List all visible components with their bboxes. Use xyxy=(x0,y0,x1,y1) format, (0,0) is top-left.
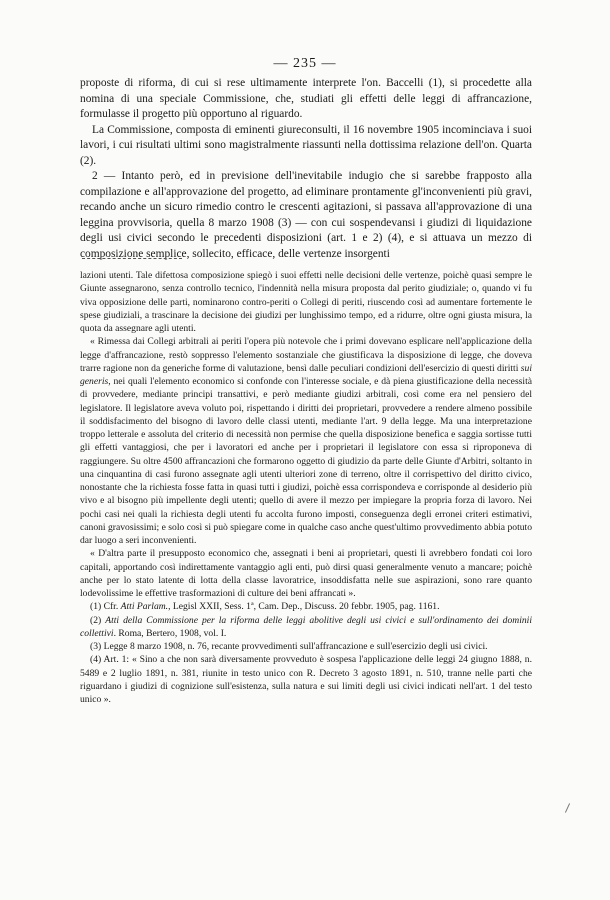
note-quote-2 xyxy=(80,335,532,547)
paragraph-3: 2 — Intanto però, ed in previsione dell'inevitabile indugio che si sarebbe frapposto alla compilazione e all'approvazione del progetto, ad eliminare prontamente gl'inconvenienti più gravi, recando anche un sicuro rimedio contro le crescenti agitazioni, si passava all'approvazione di una leggina provvisoria, quella 8 marzo 1908 (3) — con cui sospendevansi i giudizi di liquidazione degli usi civici secondo le precedenti disposizioni (art. 1 e 2) (4), e si attuava un mezzo di composizione semplice, sollecito, efficace, delle vertenze insorgenti xyxy=(80,170,532,260)
footnote-divider xyxy=(82,258,182,259)
scan-mark xyxy=(565,803,570,812)
footnote-1-italic: Atti Parlam. xyxy=(120,601,169,613)
paragraph-1: proposte di riforma, di cui si rese ultimamente interprete l'on. Baccelli (1), si procedette alla nomina di una speciale Commissione, che, studiati gli effetti delle leggi di affrancazione, formulasse il progetto più opportuno al riguardo. xyxy=(80,77,532,120)
note-quote-2-part-a: « Rimessa dai Collegi arbitrali ai periti l'opera più notevole che i primi dovevano esplicare nell'applicazione della legge d'affrancazione, restò soppresso l'elemento sostanziale che giustificava la disposizione di legge, che doveva trarre ragione non da generiche forme di valutazione, bensì dalle peculiari condizioni dell'esercizio di questi diritti xyxy=(80,336,532,374)
note-quote-2-part-b: , nei quali l'elemento economico si confonde con l'interesse sociale, e dà piena giustificazione della necessità di provvedere, mediante principi transattivi, e però mediante giudizi arbitrali, così come era nel pensiero del legislatore. Il legislatore aveva voluto poi, rispettando i diritti dei proprietari, provvedere a rendere almeno possibile il soddisfacimento del bisogno di lavoro delle classi utenti, mediante l'art. 9 della legge. Ma una interpretazione troppo letterale e assoluta del criterio di necessità non permise che quella disposizione benefica e saggia sortisse tutti gli effetti vantaggiosi, che per i lavoratori ed anche per i proprietari il legislatore con essa si riproponeva di raggiungere. Su oltre 4500 affrancazioni che formarono oggetto di giudizio da parte delle Giunte d'Arbitri, soltanto in una cinquantina di casi furono assegnate agli utenti ulteriori zone di terreno, oltre il corrispettivo del diritto civico, nonostante che la richiesta fosse fatta in quasi tutti i giudizi, poichè essa corrispondeva e corrisponde al desiderio più vivo e al bisogno più impellente degli utenti; quello di avere il mezzo per impiegare la propria forza di lavoro. Nei pochi casi nei quali la richiesta degli utenti fu accolta furono imposti, conseguenza degli erronei criteri estimativi, canoni gravosissimi; e solo così si può spiegare come in qualche caso anche quest'ultimo provvedimento abbia potuto dar luogo a seri inconvenienti. xyxy=(80,376,532,546)
paragraph-2: La Commissione, composta di eminenti giureconsulti, il 16 novembre 1905 incominciava i suoi lavori, i cui risultati ultimi sono magistralmente riassunti nella dottissima relazione dell'on. Quarta (2). xyxy=(80,123,532,167)
footnote-1-part-a: (1) Cfr. xyxy=(90,601,121,613)
footnote-3: (3) Legge 8 marzo 1908, n. 76, recante provvedimenti sull'affrancazione e sull'esercizio degli usi civici. xyxy=(90,641,488,652)
main-text xyxy=(80,76,532,262)
footnote-4: (4) Art. 1: « Sino a che non sarà diversamente provveduto è sospesa l'applicazione delle leggi 24 giugno 1888, n. 5489 e 2 luglio 1891, n. 381, riunite in testo unico con R. Decreto 3 agosto 1891, n. 510, tranne nelle parti che riguardano i giudizi di cognizione sull'esistenza, sulla natura e sui limiti degli usi civici indicati nell'art. 1 del testo unico ». xyxy=(80,654,532,705)
footnotes-block xyxy=(80,269,532,706)
footnote-1-part-b: , Legisl XXII, Sess. 1ª, Cam. Dep., Discuss. 20 febbr. 1905, pag. 1161. xyxy=(168,601,440,613)
footnote-2 xyxy=(80,614,532,641)
footnote-1 xyxy=(80,600,532,613)
page-number: — 235 — xyxy=(273,56,337,71)
note-quote-1: lazioni utenti. Tale difettosa composizione spiegò i suoi effetti nelle decisioni delle vertenze, poichè quasi sempre le Giunte assegnarono, senza controllo tecnico, l'indennità nella misura proposta dal perito giudiziale; o, quando vi fu viva opposizione delle parti, nominarono contro-periti o Collegi di periti, riuscendo così ad aumentare fortemente le spese giudiziali, a trascinare la decisione dei giudizi per lunghissimo tempo, ed a ridurre, oltre ogni giusta misura, la quota da assegnare agli utenti. xyxy=(80,270,532,334)
footnote-2-part-b: . Roma, Bertero, 1908, vol. I. xyxy=(113,627,227,639)
note-quote-2-italic: sui generis xyxy=(80,362,532,387)
footnote-2-italic: Atti della Commissione per la riforma delle leggi abolitive degli usi civici e sull'ordinamento dei dominii collettivi xyxy=(80,614,533,639)
note-quote-3: « D'altra parte il presupposto economico che, assegnati i beni ai proprietari, questi li avrebbero fondati coi loro capitali, apportando così indirettamente vantaggio agli enti, può dirsi quasi generalmente venuto a mancare; poichè anche per lo stato latente di lotta della classe lavoratrice, insoddisfatta nelle sue aspirazioni, sono rare quanto lodevolissime le effettive trasformazioni di culture dei beni affrancati ». xyxy=(80,548,532,599)
footnote-2-part-a: (2) xyxy=(90,614,106,626)
